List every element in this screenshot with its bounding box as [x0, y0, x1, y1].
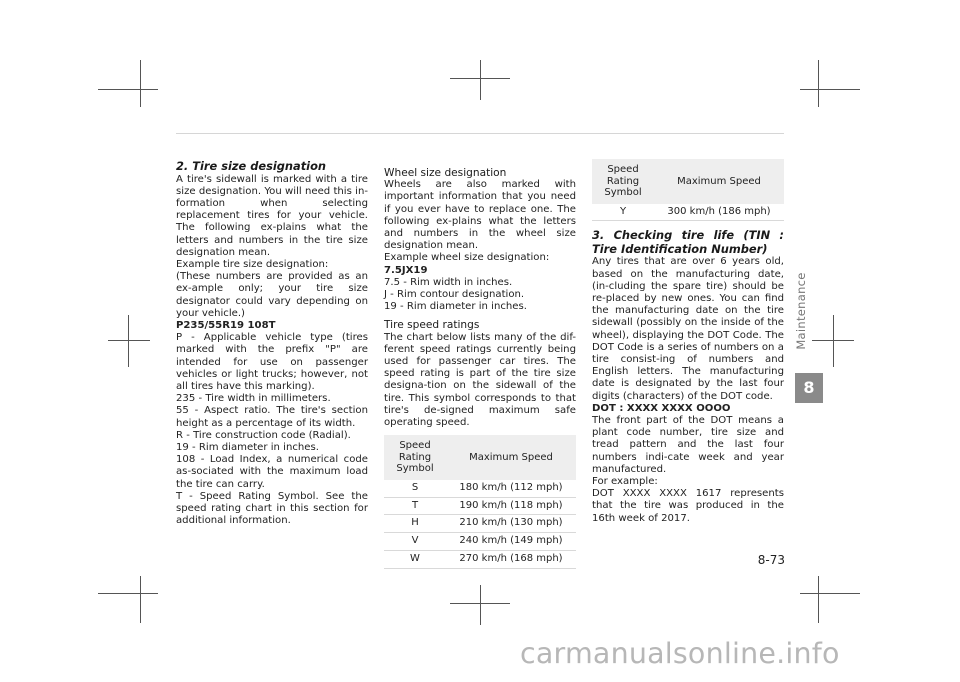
- paragraph: The front part of the DOT means a plant code number, tire size and tread pattern and the last four numbers indi-cate week and year manufactured.: [592, 414, 784, 475]
- header-maximum-speed: Maximum Speed: [446, 435, 576, 480]
- table-row: [384, 550, 576, 568]
- chapter-side-label: [790, 256, 812, 366]
- tire-size-example: P235/55R19 108T: [176, 319, 276, 331]
- paragraph: 7.5 - Rim width in inches.: [384, 276, 513, 288]
- table-row: [384, 497, 576, 515]
- rating-symbol: T: [384, 497, 446, 515]
- crop-mark: [818, 60, 819, 107]
- paragraph: R - Tire construction code (Radial).: [176, 429, 351, 441]
- column-2: [384, 167, 576, 569]
- crop-mark: [98, 89, 158, 90]
- rating-symbol: S: [384, 480, 446, 497]
- crop-mark: [140, 60, 141, 107]
- header-speed-rating-symbol: Speed Rating Symbol: [592, 159, 654, 204]
- chapter-tab: 8: [795, 373, 823, 403]
- rating-symbol: Y: [592, 204, 654, 221]
- watermark: carmanualsonline.info: [520, 637, 840, 670]
- crop-mark: [108, 340, 150, 341]
- paragraph: For example:: [592, 475, 658, 487]
- paragraph: T - Speed Rating Symbol. See the speed rating chart in this section for additional information.: [176, 490, 368, 527]
- crop-mark: [818, 576, 819, 623]
- paragraph: DOT XXXX XXXX 1617 represents that the tire was produced in the 16th week of 2017.: [592, 488, 784, 524]
- table-header-row: [592, 159, 784, 204]
- rating-symbol: H: [384, 515, 446, 533]
- subheading-tire-speed-ratings: Tire speed ratings: [384, 319, 480, 332]
- paragraph: P - Applicable vehicle type (tires marked with the prefix "P" are intended for use on passenger vehicles or light trucks; however, not all tires have this marking).: [176, 332, 368, 392]
- table-header-row: [384, 435, 576, 480]
- paragraph: Any tires that are over 6 years old, based on the manufacturing date, (in-cluding the spare tire) should be re-placed by new ones. You can find the manufacturing date on the tire sidewall (possibly on the inside of the wheel), displaying the DOT Code. The DOT Code is a series of numbers on a tire consist-ing of numbers and English letters. The manufacturing date is designated by the last four digits (characters) of the DOT code.: [592, 256, 784, 402]
- section-heading-tire-size: 2. Tire size designation: [176, 159, 327, 173]
- header-speed-rating-symbol: Speed Rating Symbol: [384, 435, 446, 480]
- table-row: [592, 204, 784, 221]
- paragraph: (These numbers are provided as an ex-ample only; your tire size designator could vary depending on your vehicle.): [176, 271, 368, 319]
- max-speed: 270 km/h (168 mph): [446, 550, 576, 568]
- column-1: [176, 160, 368, 527]
- column-3: [592, 159, 784, 525]
- header-maximum-speed: Maximum Speed: [654, 159, 784, 204]
- paragraph: 108 - Load Index, a numerical code as-sociated with the maximum load the tire can carry.: [176, 454, 368, 490]
- paragraph: A tire's sidewall is marked with a tire size designation. You will need this in-formation when selecting replacement tires for your vehicle. The following ex-plains what the letters and numbers in the tire size designation mean.: [176, 173, 368, 258]
- rating-symbol: V: [384, 533, 446, 551]
- max-speed: 190 km/h (118 mph): [446, 497, 576, 515]
- subheading-wheel-size: Wheel size designation: [384, 167, 507, 179]
- max-speed: 240 km/h (149 mph): [446, 533, 576, 551]
- crop-mark: [480, 60, 481, 100]
- crop-mark: [128, 315, 129, 367]
- paragraph: Example wheel size designation:: [384, 252, 550, 264]
- speed-rating-table-continued: [592, 159, 784, 221]
- page-number: 8-73: [757, 553, 785, 567]
- max-speed: 180 km/h (112 mph): [446, 480, 576, 497]
- crop-mark: [800, 593, 860, 594]
- chapter-name: Maintenance: [794, 272, 808, 350]
- speed-rating-table: [384, 435, 576, 568]
- dot-code-format: DOT : XXXX XXXX OOOO: [592, 402, 731, 414]
- crop-mark: [800, 89, 860, 90]
- rating-symbol: W: [384, 550, 446, 568]
- paragraph: Wheels are also marked with important information that you need if you ever have to replace one. The following ex-plains what the letters and numbers in the wheel size designation mean.: [384, 179, 576, 252]
- paragraph: 19 - Rim diameter in inches.: [176, 441, 319, 453]
- paragraph: Example tire size designation:: [176, 258, 329, 270]
- table-row: [384, 515, 576, 533]
- paragraph: The chart below lists many of the dif-ferent speed ratings currently being used for passenger car tires. The speed rating is part of the tire size designa-tion on the sidewall of the tire. This symbol corresponds to that tire's de-signed maximum safe operating speed.: [384, 331, 576, 429]
- paragraph: 235 - Tire width in millimeters.: [176, 393, 331, 405]
- crop-mark: [140, 576, 141, 623]
- table-row: [384, 533, 576, 551]
- crop-mark: [833, 315, 834, 367]
- paragraph: J - Rim contour designation.: [384, 289, 525, 301]
- paragraph: 19 - Rim diameter in inches.: [384, 301, 527, 313]
- crop-mark: [480, 585, 481, 625]
- header-rule: [176, 133, 784, 134]
- max-speed: 300 km/h (186 mph): [654, 204, 784, 221]
- crop-mark: [98, 593, 158, 594]
- table-row: [384, 480, 576, 497]
- section-heading-checking-tire-life: 3. Checking tire life (TIN : Tire Identification Number): [592, 228, 784, 256]
- wheel-size-example: 7.5JX19: [384, 264, 428, 276]
- max-speed: 210 km/h (130 mph): [446, 515, 576, 533]
- paragraph: 55 - Aspect ratio. The tire's section height as a percentage of its width.: [176, 405, 368, 429]
